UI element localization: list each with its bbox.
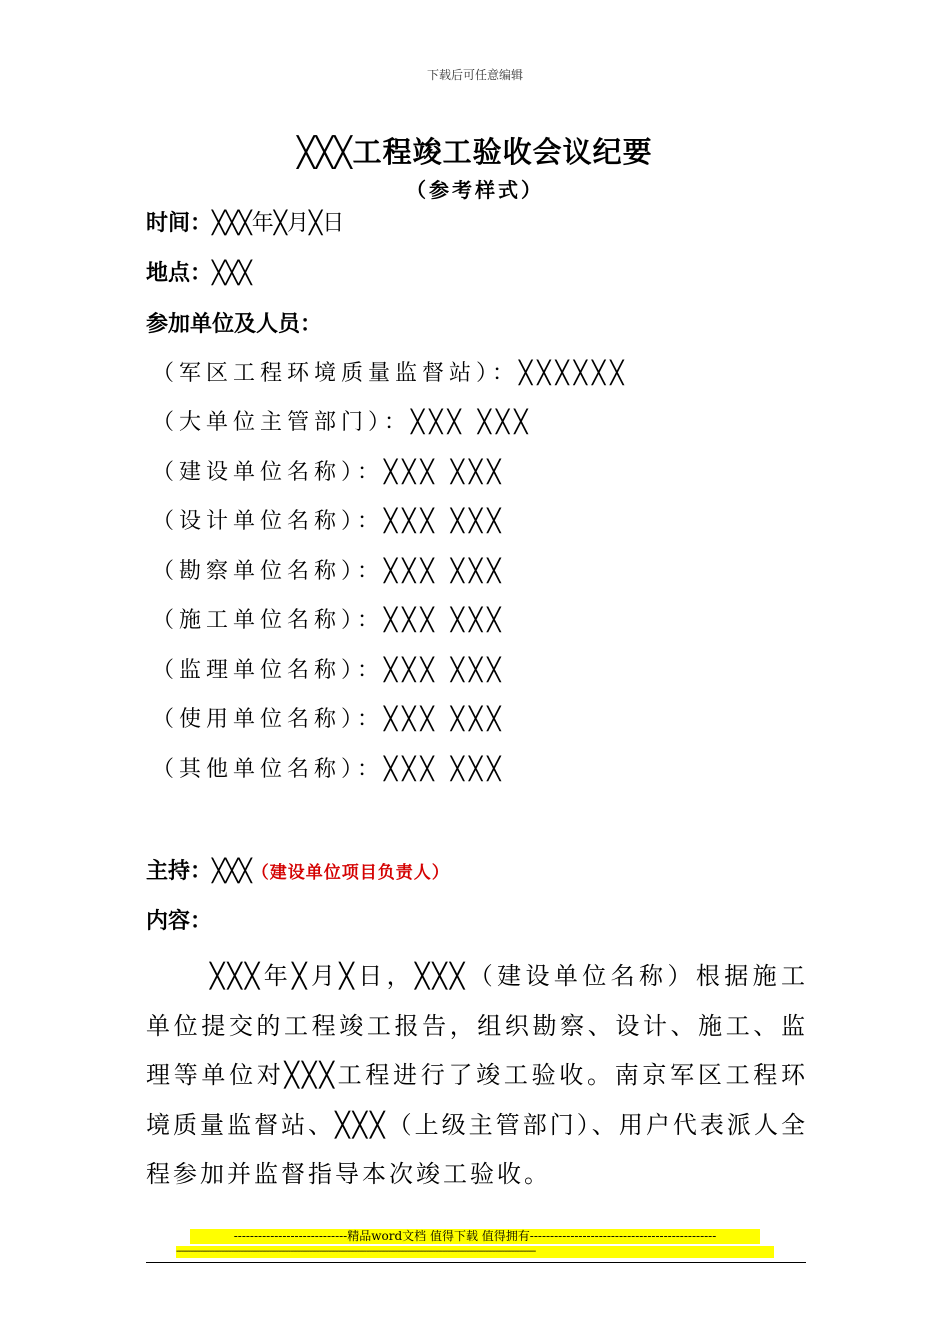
unit-line: （设计单位名称）：╳╳╳ ╳╳╳ — [152, 509, 506, 534]
unit-line: （其他单位名称）：╳╳╳ ╳╳╳ — [152, 757, 506, 782]
place-line — [146, 258, 252, 289]
time-label: 时间： — [146, 210, 213, 236]
place-label: 地点： — [146, 260, 213, 286]
host-value: ╳╳╳ — [212, 859, 252, 884]
time-line — [146, 208, 344, 239]
unit-line: （施工单位名称）：╳╳╳ ╳╳╳ — [152, 608, 506, 633]
content-label: 内容： — [146, 908, 213, 934]
place-value: ╳╳╳ — [212, 261, 252, 286]
unit-line: （建设单位名称）：╳╳╳ ╳╳╳ — [152, 460, 506, 485]
unit-line: （监理单位名称）：╳╳╳ ╳╳╳ — [152, 658, 506, 683]
footer-banner: ----------------------------精品word文档 值得下载 值得拥有---------------------------------------------- — [190, 1229, 760, 1244]
footer-dashes: ------------------------------------------------------------------------------------------------------------------------------------------------------- — [176, 1246, 774, 1258]
host-line — [146, 856, 450, 888]
header-note: 下载后可任意编辑 — [426, 68, 523, 82]
unit-line: （大单位主管部门）：╳╳╳ ╳╳╳ — [152, 410, 533, 435]
document-subtitle: （参考样式） — [406, 178, 544, 202]
unit-line: （军区工程环境质量监督站）：╳╳╳╳╳╳ — [152, 361, 629, 386]
participants-label: 参加单位及人员： — [146, 311, 323, 337]
content-paragraph: ╳╳╳年╳月╳日，╳╳╳（建设单位名称）根据施工单位提交的工程竣工报告，组织勘察、设计、施工、监理等单位对╳╳╳工程进行了竣工验收。南京军区工程环境质量监督站、╳╳╳（上级主管部门）、用户代表派人全程参加并监督指导本次竣工验收。 — [146, 962, 808, 1188]
host-label: 主持： — [146, 858, 213, 884]
document-title: ╳╳╳工程竣工验收会议纪要 — [297, 135, 653, 169]
unit-line: （勘察单位名称）：╳╳╳ ╳╳╳ — [152, 559, 506, 584]
footer-divider — [146, 1262, 806, 1263]
unit-line: （使用单位名称）：╳╳╳ ╳╳╳ — [152, 707, 506, 732]
time-value: ╳╳╳年╳月╳日 — [212, 211, 345, 236]
host-note: （建设单位项目负责人） — [251, 863, 450, 883]
